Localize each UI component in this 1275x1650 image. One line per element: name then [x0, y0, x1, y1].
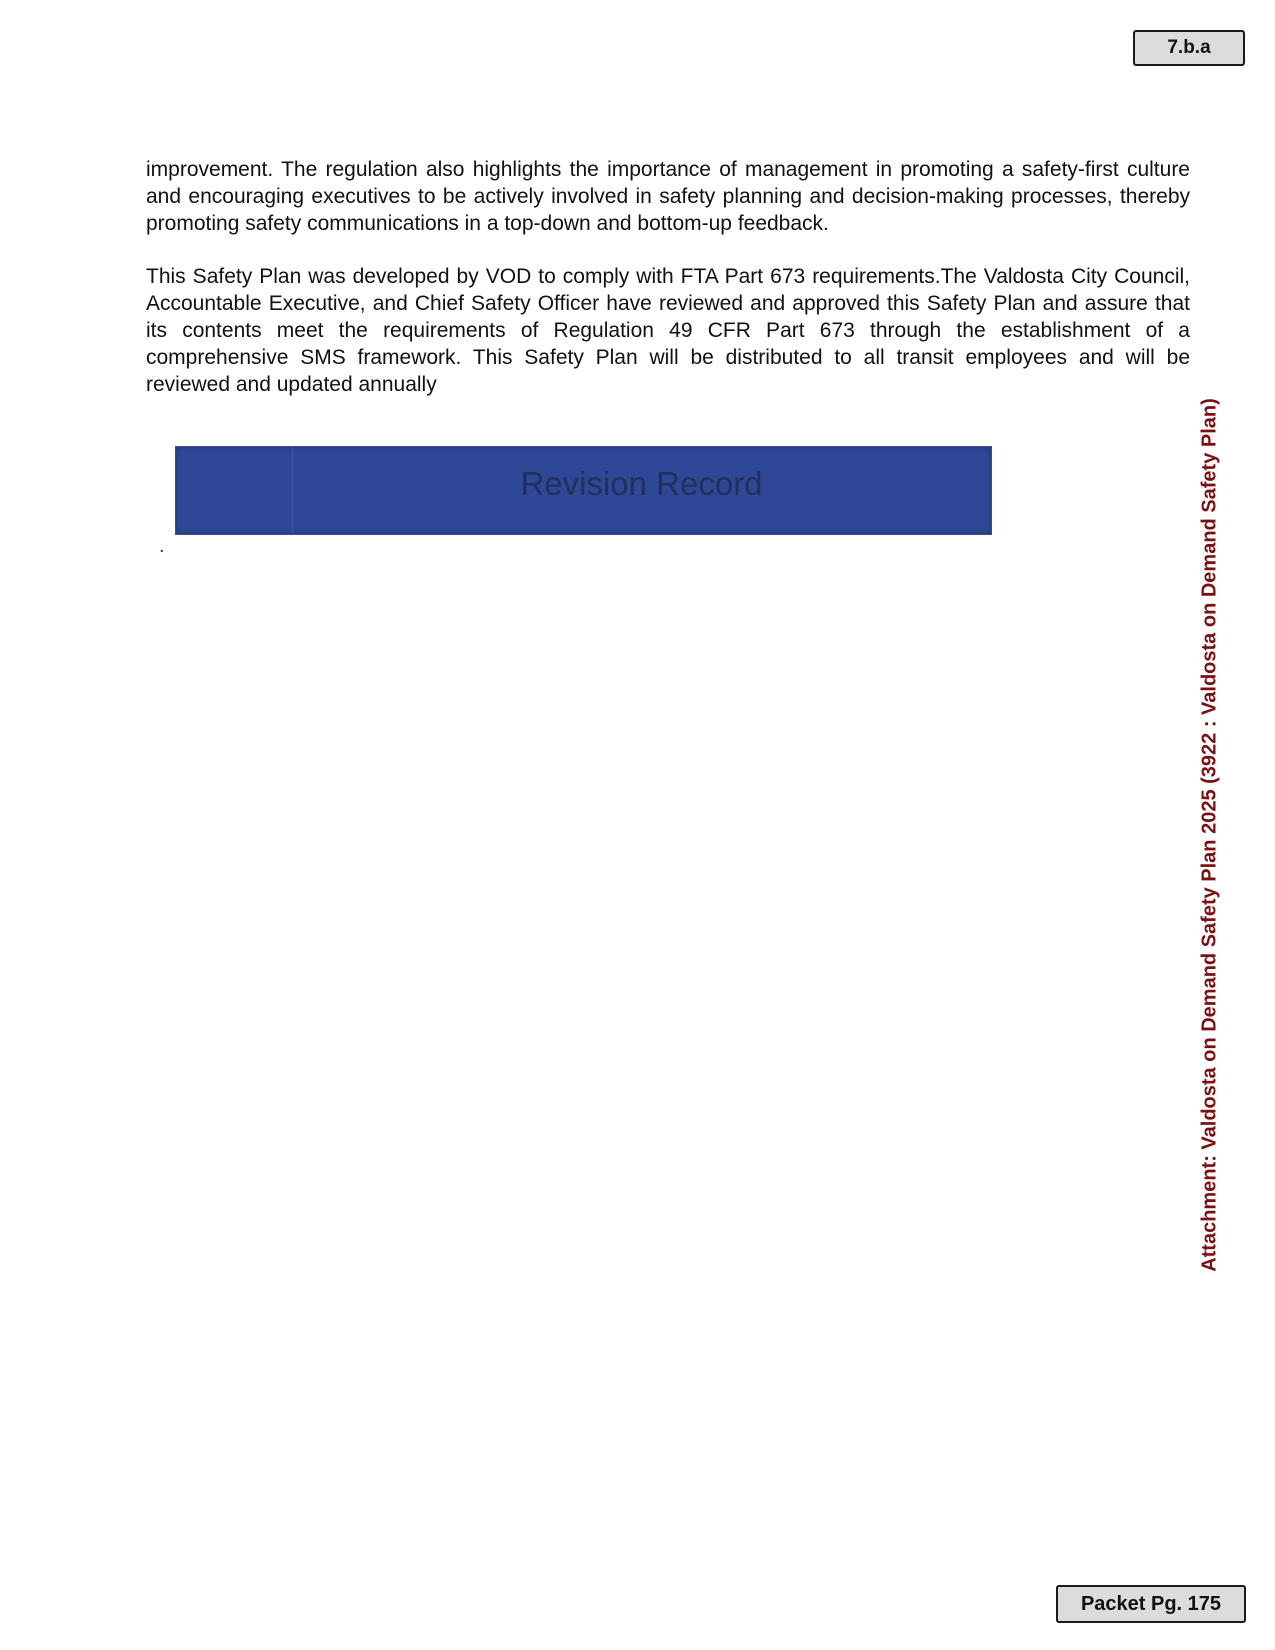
body-paragraph-2: This Safety Plan was developed by VOD to comply with FTA Part 673 requirements.The Valdosta City Council, Accountable Executive, and Chief Safety Officer have reviewed and approved this Safety Plan and assure that its contents meet the requirements of Regulation 49 CFR Part 673 through the establishment of a comprehensive SMS framework. This Safety Plan will be distributed to all transit employees and will be reviewed and updated annually — [146, 265, 1190, 396]
packet-page-number: Packet Pg. 175 — [1056, 1585, 1246, 1623]
stray-mark: . — [159, 535, 165, 557]
body-paragraph-1: improvement. The regulation also highlights the importance of management in promoting a safety-first culture and encouraging executives to be actively involved in safety planning and decision-making processes, thereby promoting safety communications in a top-down and bottom-up feedback. — [146, 158, 1190, 235]
attachment-sidebar-label: Attachment: Valdosta on Demand Safety Plan 2025 (3922 : Valdosta on Demand Safety Plan) — [1198, 398, 1221, 1272]
revision-record-title: Revision Record — [520, 465, 763, 502]
revision-record-banner — [175, 446, 992, 535]
agenda-item-tag: 7.b.a — [1133, 30, 1245, 66]
